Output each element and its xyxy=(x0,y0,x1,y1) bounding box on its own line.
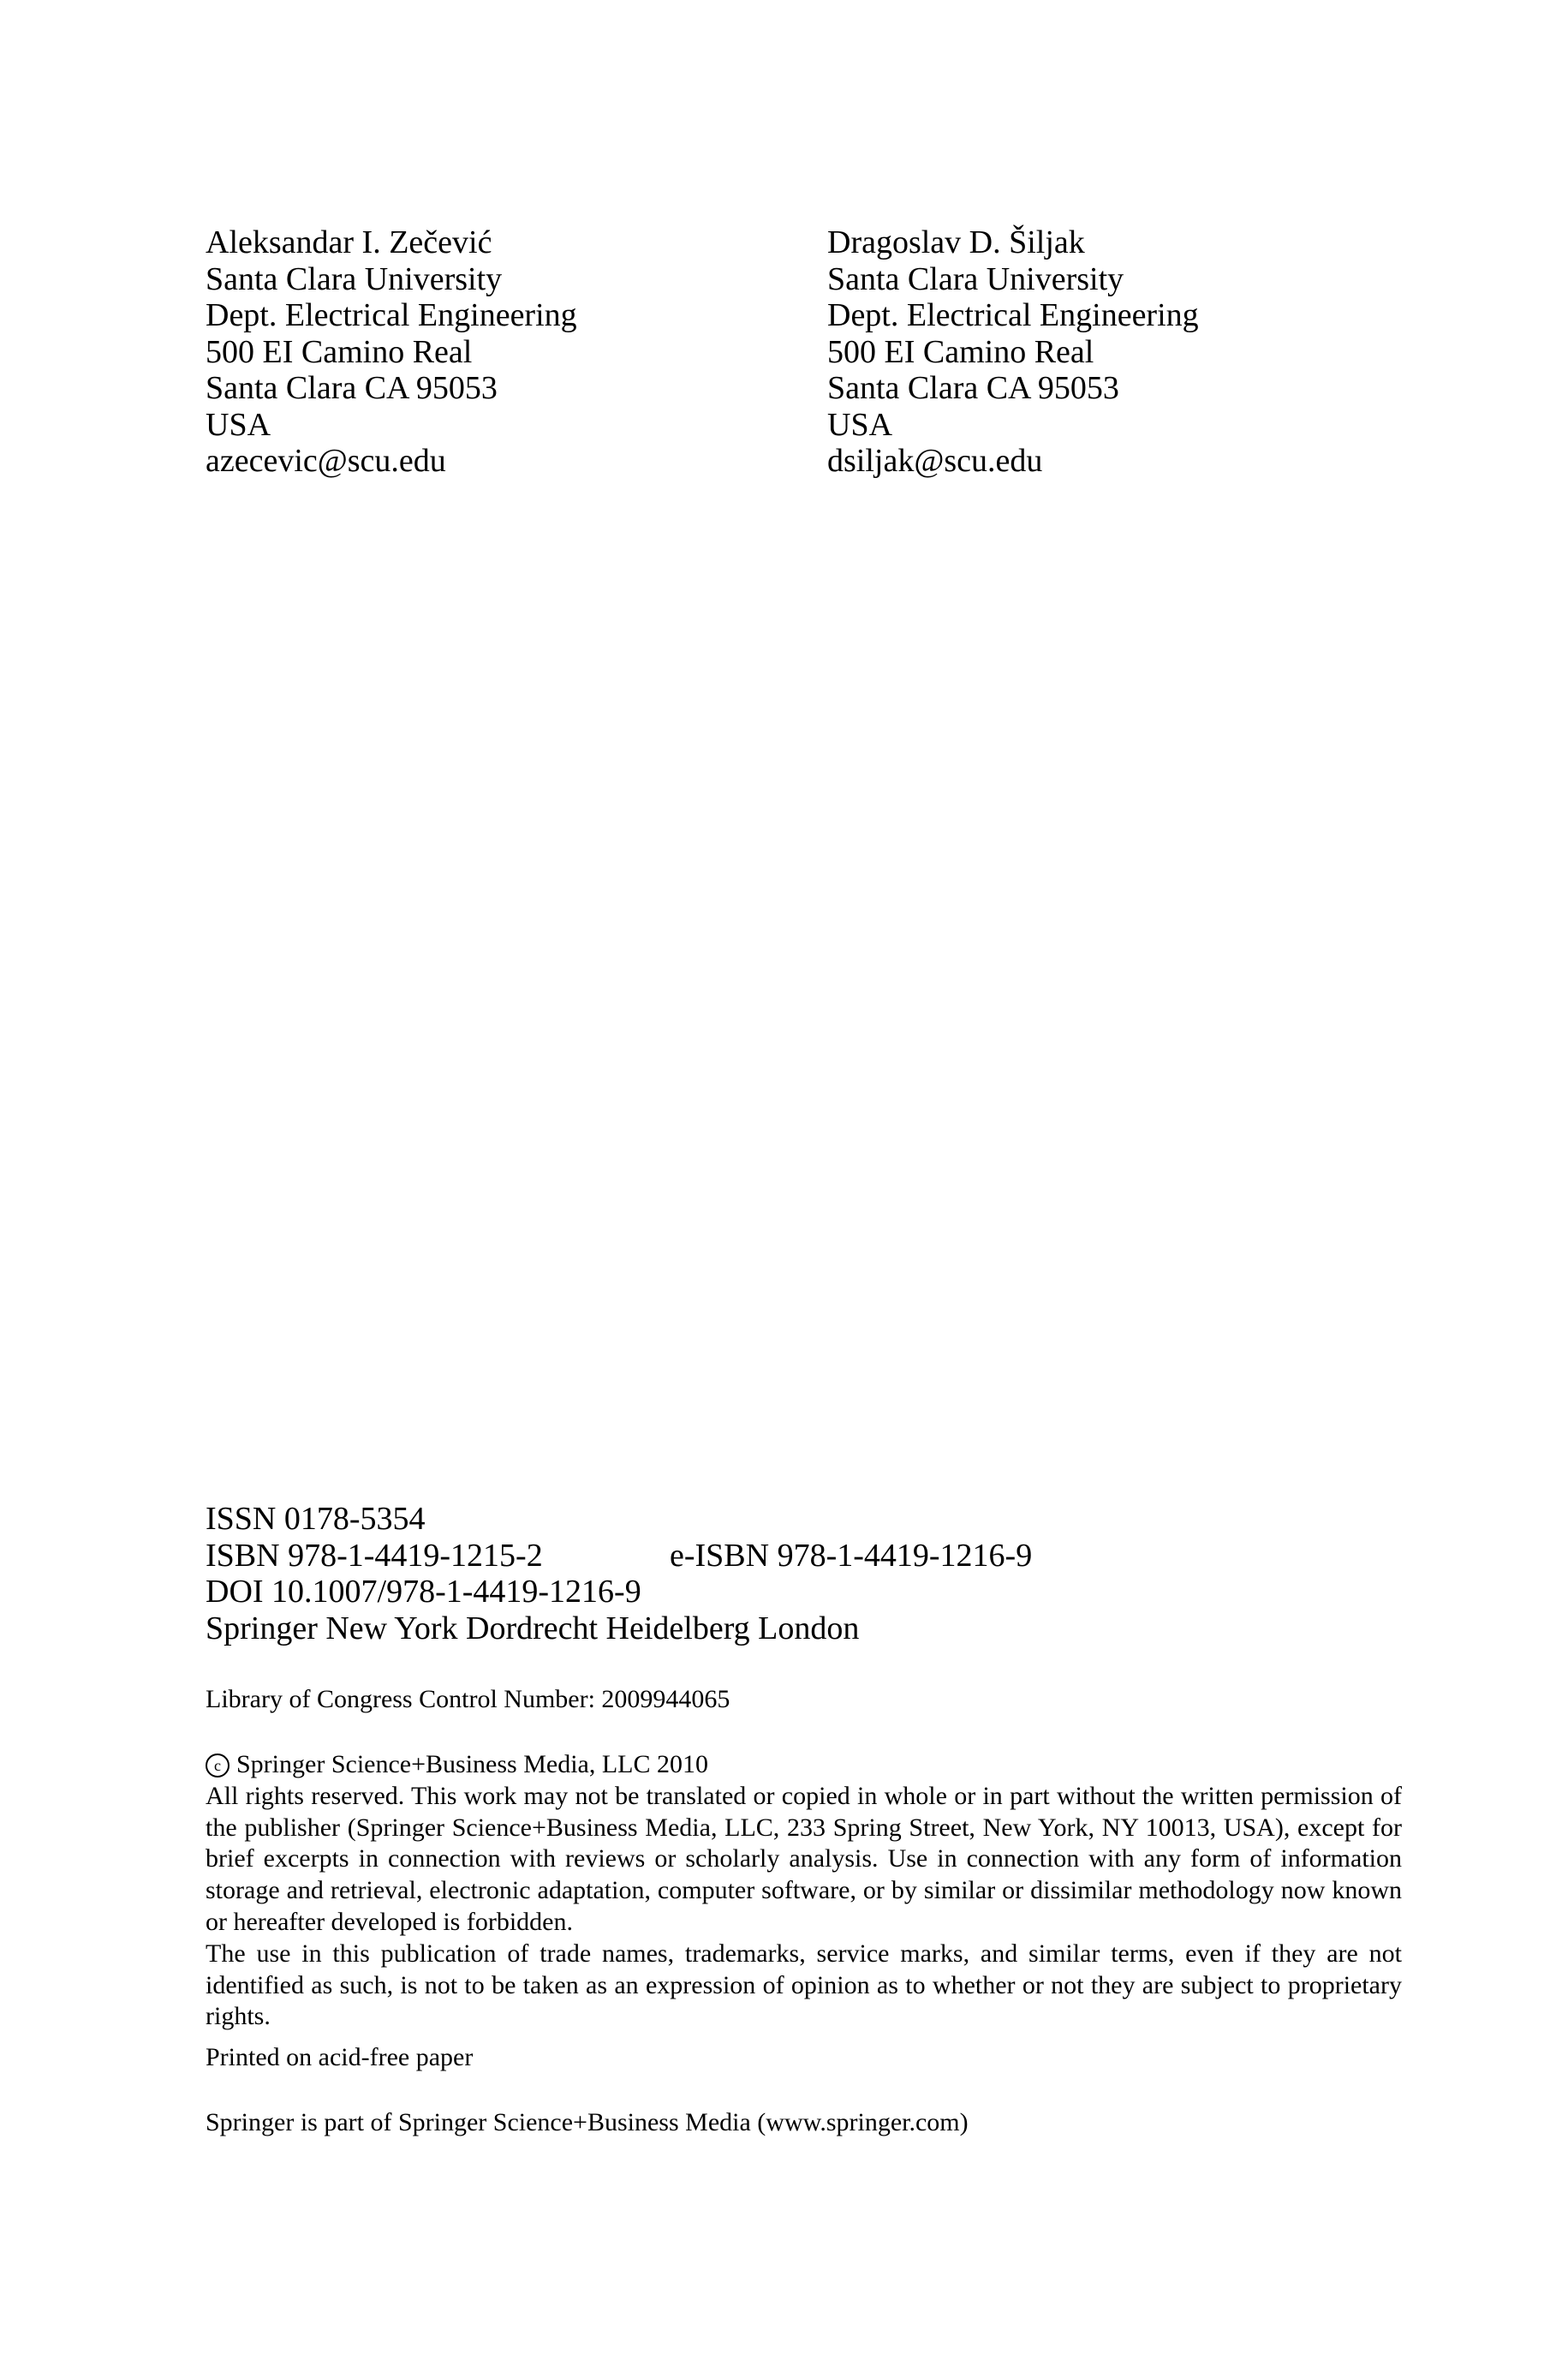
isbn-row xyxy=(206,1538,1404,1574)
author-university: Santa Clara University xyxy=(206,260,503,297)
copyright-block xyxy=(206,1749,1402,2033)
copyright-symbol-icon: c xyxy=(206,1754,230,1778)
copyright-line xyxy=(206,1749,1402,1781)
e-isbn: e-ISBN 978-1-4419-1216-9 xyxy=(670,1537,1033,1574)
author-department: Dept. Electrical Engineering xyxy=(206,297,577,333)
isbn: ISBN 978-1-4419-1215-2 xyxy=(206,1537,543,1574)
author-street: 500 EI Camino Real xyxy=(827,333,1094,370)
author-email[interactable]: azecevic@scu.edu xyxy=(206,443,446,479)
trademark-paragraph: The use in this publication of trade names, trademarks, service marks, and similar terms, even if they are not identified as such, is not to be taken as an expression of opinion as to whether or not they are subject to proprietary rights. xyxy=(206,1939,1402,2031)
issn: ISSN 0178-5354 xyxy=(206,1501,426,1537)
author-street: 500 EI Camino Real xyxy=(206,333,473,370)
author-department: Dept. Electrical Engineering xyxy=(827,297,1199,333)
author-city: Santa Clara CA 95053 xyxy=(206,370,498,406)
publisher-cities: Springer New York Dordrecht Heidelberg London xyxy=(206,1610,860,1646)
author-address-left xyxy=(206,224,577,480)
author-university: Santa Clara University xyxy=(827,260,1124,297)
author-country: USA xyxy=(206,406,271,443)
author-country: USA xyxy=(827,406,893,443)
author-city: Santa Clara CA 95053 xyxy=(827,370,1119,406)
author-address-right xyxy=(827,224,1199,480)
publication-info xyxy=(206,1501,1404,1646)
copyright-holder: Springer Science+Business Media, LLC 2010 xyxy=(236,1750,709,1778)
rights-paragraph: All rights reserved. This work may not be translated or copied in whole or in part without the written permission of the publisher (Springer Science+Business Media, LLC, 233 Spring Street, New York, NY 10013, USA), except for brief excerpts in connection with reviews or scholarly analysis. Use in connection with any form of information storage and retrieval, electronic adaptation, computer software, or by similar or dissimilar methodology now known or hereafter developed is forbidden. xyxy=(206,1781,1402,1936)
author-email[interactable]: dsiljak@scu.edu xyxy=(827,443,1043,479)
library-of-congress-number: Library of Congress Control Number: 2009944065 xyxy=(206,1685,730,1713)
printed-note: Printed on acid-free paper xyxy=(206,2043,474,2071)
springer-note: Springer is part of Springer Science+Business Media (www.springer.com) xyxy=(206,2108,969,2136)
author-name: Dragoslav D. Šiljak xyxy=(827,224,1085,260)
doi: DOI 10.1007/978-1-4419-1216-9 xyxy=(206,1574,641,1610)
author-name: Aleksandar I. Zečević xyxy=(206,224,492,260)
